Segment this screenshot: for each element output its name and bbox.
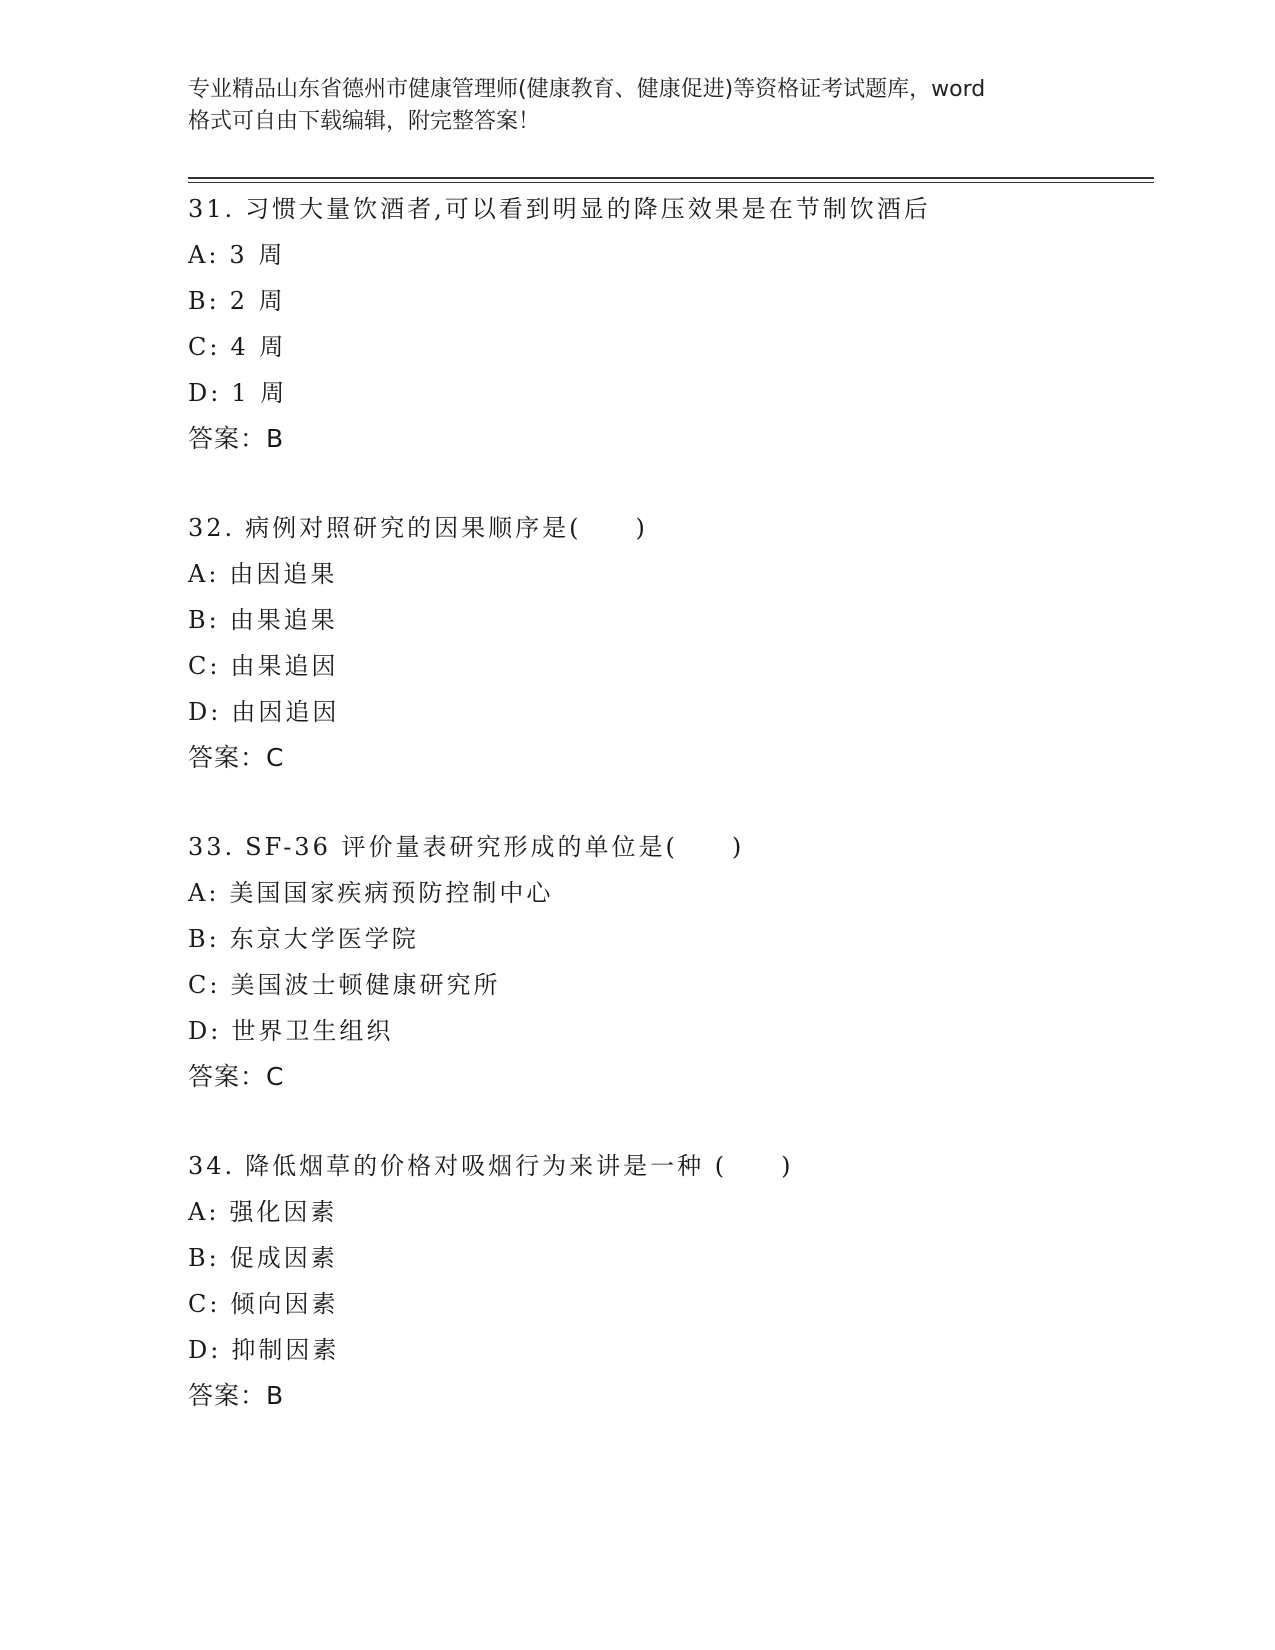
option-key: D: [188,698,222,726]
option-text: 促成因素 [229,1244,338,1272]
option-key: B: [188,606,220,634]
option-text: 美国国家疾病预防控制中心 [229,879,554,907]
question-text: 降低烟草的价格对吸烟行为来讲是一种 ( ) [245,1152,794,1180]
option-d [188,370,1148,416]
option-key: D: [188,379,222,407]
option-d [188,1327,1148,1373]
question-34 [188,1143,1148,1419]
question-text: SF-36 评价量表研究形成的单位是( ) [245,833,745,861]
option-text: 4 周 [230,333,287,361]
option-c [188,1281,1148,1327]
question-stem [188,505,1148,551]
question-number: 32. [188,514,236,542]
question-33 [188,824,1148,1100]
question-stem [188,824,1148,870]
header-divider-thin [188,182,1154,183]
option-text: 倾向因素 [230,1290,339,1318]
option-b [188,916,1148,962]
header-line-1: 专业精品山东省德州市健康管理师(健康教育、健康促进)等资格证考试题库，word [188,77,986,102]
answer-line: 答案：C [188,1062,285,1091]
header-divider-thick [188,177,1154,179]
option-a [188,551,1148,597]
option-key: A: [188,560,220,588]
option-key: C: [188,333,221,361]
option-b [188,597,1148,643]
option-text: 3 周 [229,241,286,269]
option-c [188,643,1148,689]
option-key: C: [188,652,221,680]
answer-line: 答案：C [188,743,285,772]
option-key: D: [188,1336,222,1364]
option-key: B: [188,925,220,953]
question-32 [188,505,1148,781]
option-key: A: [188,1198,220,1226]
option-text: 由因追果 [229,560,338,588]
question-31 [188,186,1148,462]
option-a [188,232,1148,278]
option-text: 强化因素 [229,1198,338,1226]
option-key: A: [188,879,220,907]
option-key: C: [188,971,221,999]
header-line-2: 格式可自由下载编辑，附完整答案！ [188,109,541,134]
question-text: 习惯大量饮酒者,可以看到明显的降压效果是在节制饮酒后 [245,195,931,223]
option-text: 2 周 [229,287,286,315]
answer-line: 答案：B [188,424,285,453]
option-a [188,1189,1148,1235]
option-a [188,870,1148,916]
option-text: 世界卫生组织 [231,1017,394,1045]
option-key: C: [188,1290,221,1318]
option-b [188,278,1148,324]
question-stem [188,186,1148,232]
question-text: 病例对照研究的因果顺序是( ) [245,514,648,542]
option-c [188,324,1148,370]
document-header [188,74,1088,138]
option-key: B: [188,287,220,315]
option-key: A: [188,241,220,269]
question-number: 33. [188,833,236,861]
option-text: 由果追因 [230,652,339,680]
option-text: 东京大学医学院 [229,925,419,953]
option-b [188,1235,1148,1281]
question-number: 34. [188,1152,236,1180]
option-key: B: [188,1244,220,1272]
option-key: D: [188,1017,222,1045]
option-text: 1 周 [231,379,288,407]
option-text: 抑制因素 [231,1336,340,1364]
option-d [188,689,1148,735]
option-c [188,962,1148,1008]
answer-line: 答案：B [188,1381,285,1410]
question-stem [188,1143,1148,1189]
option-text: 美国波士顿健康研究所 [230,971,501,999]
option-text: 由果追果 [229,606,338,634]
option-text: 由因追因 [231,698,340,726]
option-d [188,1008,1148,1054]
question-number: 31. [188,195,236,223]
